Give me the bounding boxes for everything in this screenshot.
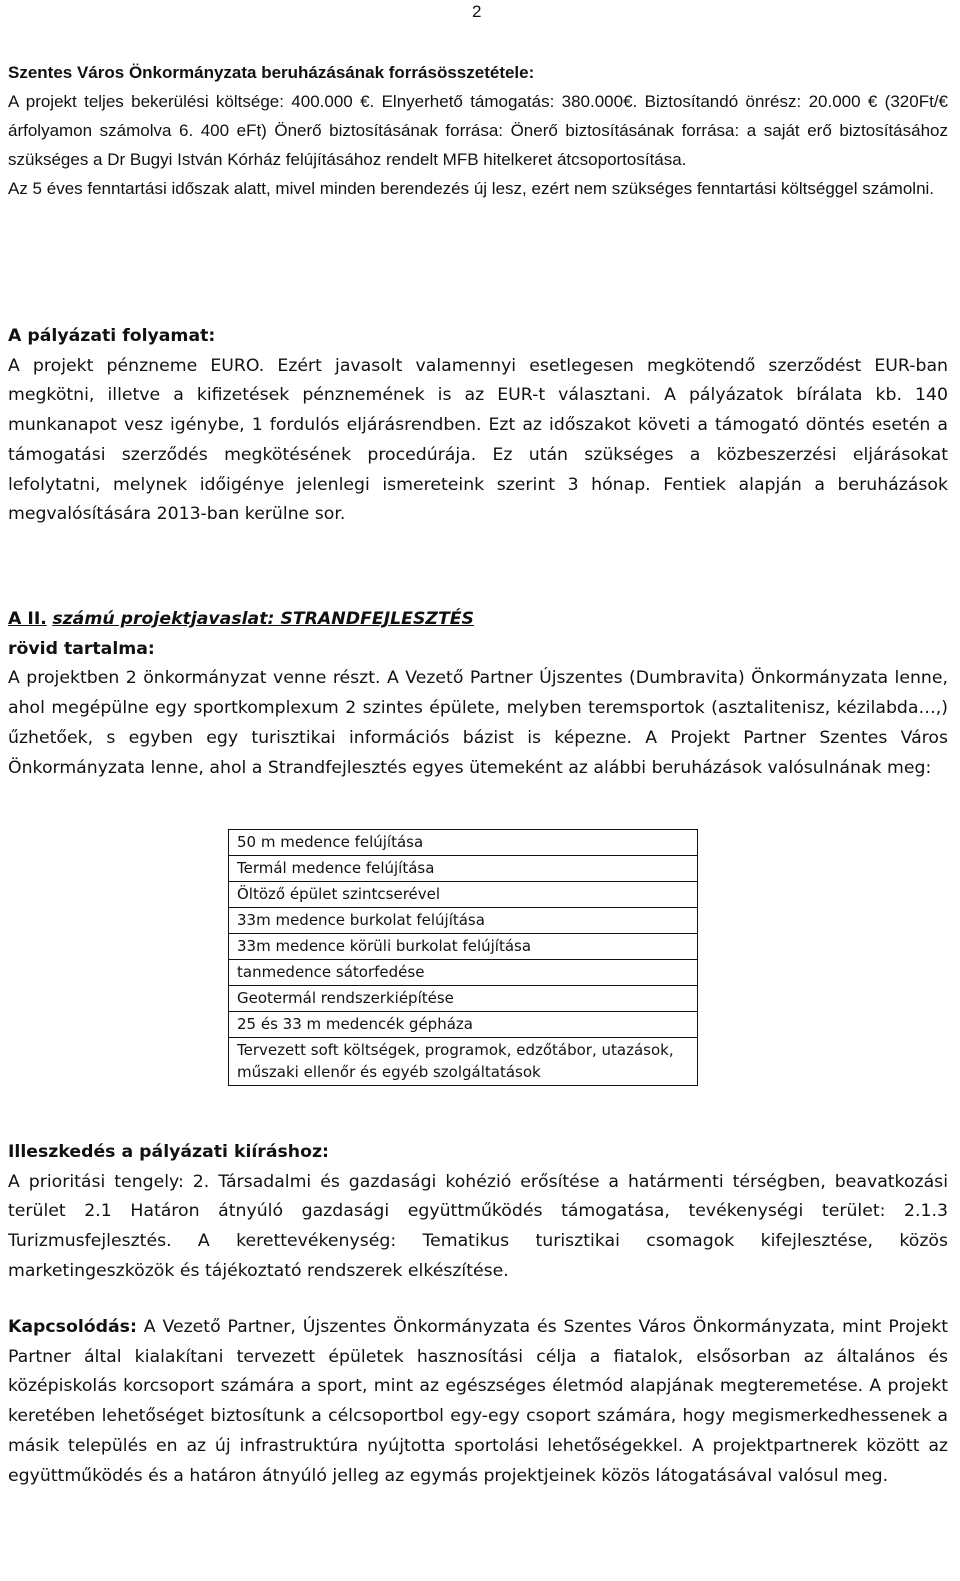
fit-section: [8, 1138, 948, 1287]
fit-heading: Illeszkedés a pályázati kiíráshoz:: [8, 1142, 329, 1162]
table-cell: Geotermál rendszerkiépítése: [229, 986, 698, 1012]
table-cell: 50 m medence felújítása: [229, 830, 698, 856]
table-cell: 33m medence burkolat felújítása: [229, 908, 698, 934]
table-row: [229, 830, 698, 856]
table-cell: tanmedence sátorfedése: [229, 960, 698, 986]
table-row: [229, 908, 698, 934]
financing-section: [8, 58, 948, 203]
table-cell: 25 és 33 m medencék gépháza: [229, 1012, 698, 1038]
table-row: [229, 986, 698, 1012]
process-heading: A pályázati folyamat:: [8, 326, 216, 346]
table-cell: Tervezett soft költségek, programok, edzőtábor, utazások, műszaki ellenőr és egyéb szolgáltatások: [229, 1038, 698, 1086]
project2-title-prefix: A II.: [8, 609, 47, 629]
table-cell: Öltöző épület szintcserével: [229, 882, 698, 908]
table-row: [229, 882, 698, 908]
project2-subheading: rövid tartalma:: [8, 638, 155, 659]
link-paragraph: [8, 1313, 948, 1491]
table-row: [229, 960, 698, 986]
financing-heading: Szentes Város Önkormányzata beruházásának forrásösszetétele:: [8, 63, 535, 82]
financing-text: A projekt teljes bekerülési költsége: 400.000 €. Elnyerhető támogatás: 380.000€. Biztosítandó önrész: 20.000 € (320Ft/€ árfolyamon számolva 6. 400 eFt) Önerő biztosításának forrása: Önerő biztosításának forrása: a saját erő biztosításához szükséges a Dr Bugyi István Kórház felújításához rendelt MFB hitelkeret átcsoportosítása.: [8, 92, 948, 169]
project2-title-main: számú projektjavaslat: STRANDFEJLESZTÉS: [52, 609, 474, 629]
fit-text: A prioritási tengely: 2. Társadalmi és gazdasági kohézió erősítése a határmenti térségben, beavatkozási terület 2.1 Határon átnyúló gazdasági együttműködés támogatása, tevékenységi terület: 2.1.3 Turizmusfejlesztés. A kerettevékenység: Tematikus turisztikai csomagok kifejlesztése, közös marketingeszközök és tájékoztató rendszerek elkészítése.: [8, 1171, 948, 1281]
link-label: Kapcsolódás:: [8, 1317, 137, 1337]
project2-section: [8, 605, 948, 783]
table-row: [229, 934, 698, 960]
investment-items-table: [228, 829, 698, 1086]
table-cell: 33m medence körüli burkolat felújítása: [229, 934, 698, 960]
table-cell: Termál medence felújítása: [229, 856, 698, 882]
table-row: [229, 856, 698, 882]
link-section: [8, 1313, 948, 1491]
page-number: 2: [472, 2, 482, 21]
project2-text: A projektben 2 önkormányzat venne részt. A Vezető Partner Újszentes (Dumbravita) Önkormányzata lenne, ahol megépülne egy sportkomplexum 2 szintes épülete, melyben teremsportok (asztalitenisz, kézilabda…,) űzhetőek, s egyben egy turisztikai információs bázist is képezne. A Projekt Partner Szentes Város Önkormányzata lenne, ahol a Strandfejlesztés egyes ütemeként az alábbi beruházások valósulnának meg:: [8, 668, 948, 778]
maintenance-text: Az 5 éves fenntartási időszak alatt, mivel minden berendezés új lesz, ezért nem szükséges fenntartási költséggel számolni.: [8, 179, 935, 198]
link-text: A Vezető Partner, Újszentes Önkormányzata és Szentes Város Önkormányzata, mint Projekt Partner által kialakítani tervezett épületek hasznosítási célja a fiatalok, elsősorban az általános és középiskolás korcsoport számára a sport, mint az egészséges életmód alapjának megteremetése. A projekt keretében lehetőséget biztosítunk a célcsoportbol egy-egy csoport számára, hogy megismerkedhessenek a másik település en az új infrastruktúra nyújtotta sportolási lehetőségekkel. A projektpartnerek között az együttműködés és a határon átnyúló jelleg az egymás projektjeinek közös látogatásával valósul meg.: [8, 1317, 948, 1486]
project2-title: [8, 605, 948, 635]
table-row: [229, 1038, 698, 1086]
table-row: [229, 1012, 698, 1038]
process-section: [8, 322, 948, 530]
process-text: A projekt pénzneme EURO. Ezért javasolt valamennyi esetlegesen megkötendő szerződést EUR-ban megkötni, illetve a kifizetések pénznemének is az EUR-t választani. A pályázatok bírálata kb. 140 munkanapot vesz igénybe, 1 fordulós eljárásrendben. Ezt az időszakot követi a támogató döntés esetén a támogatási szerződés megkötésének procedúrája. Ez után szükséges a közbeszerzési eljárásokat lefolytatni, melynek időigénye jelenlegi ismereteink szerint 3 hónap. Fentiek alapján a beruházások megvalósítására 2013-ban kerülne sor.: [8, 355, 948, 525]
